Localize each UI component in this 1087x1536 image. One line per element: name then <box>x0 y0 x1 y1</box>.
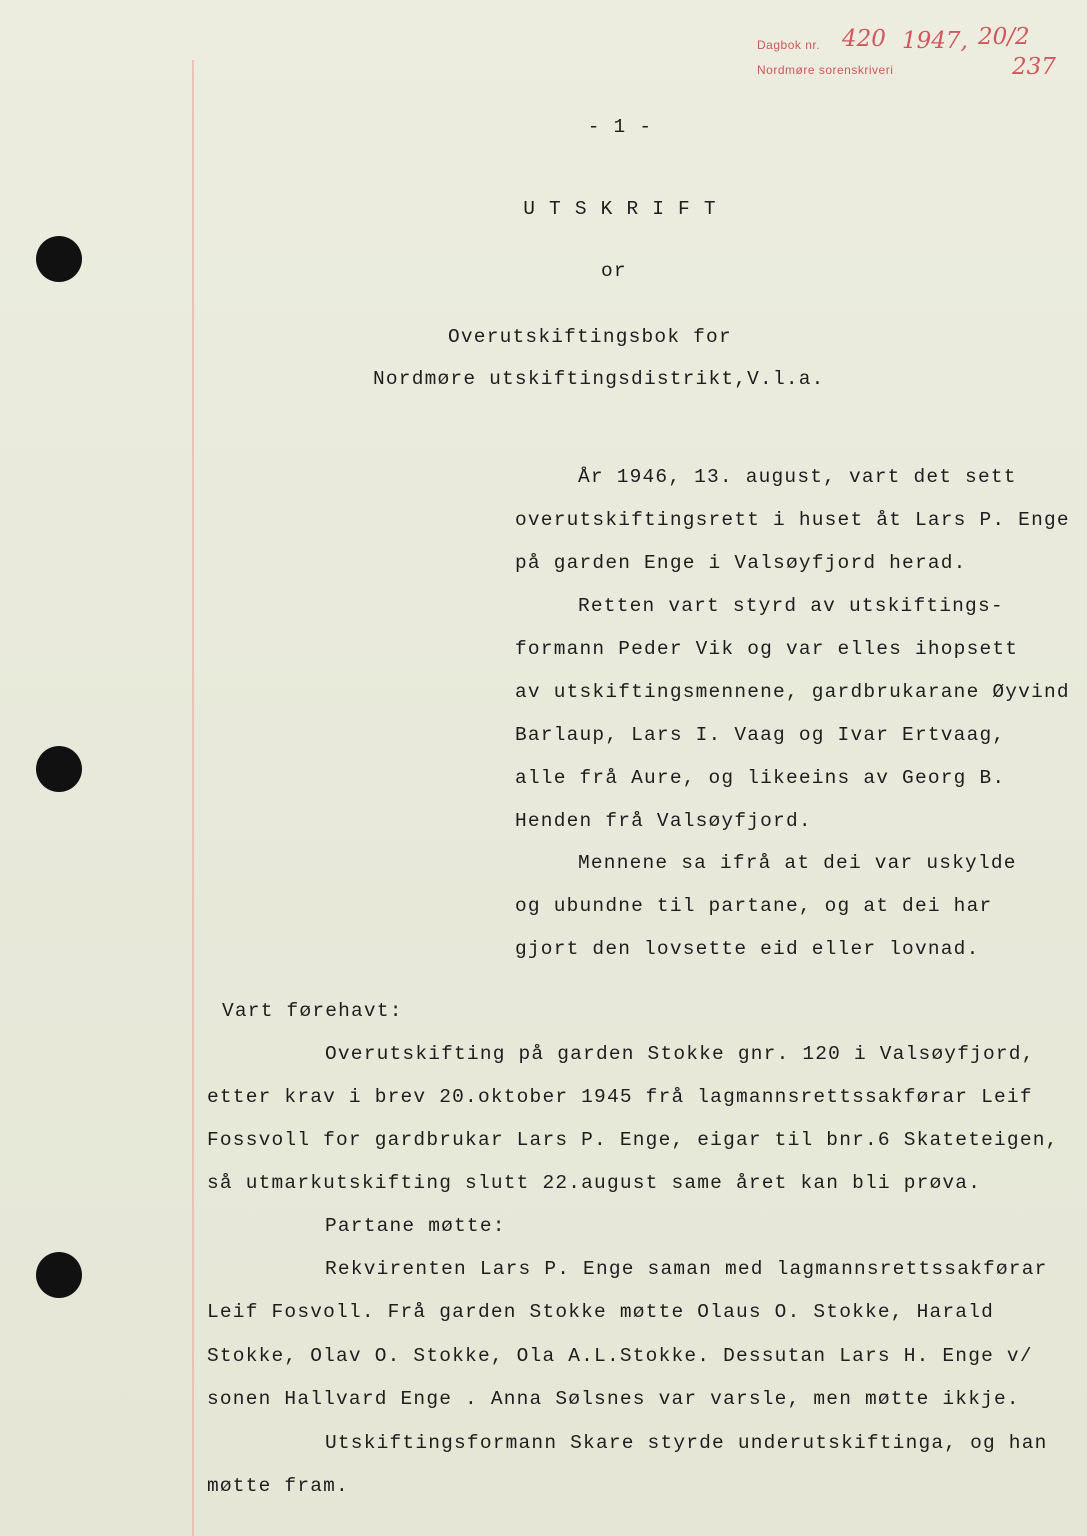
body-line: etter krav i brev 20.oktober 1945 frå lagmannsrettssakførar Leif <box>207 1086 1033 1108</box>
section-heading: Vart førehavt: <box>222 1000 403 1022</box>
body-line: møtte fram. <box>207 1475 349 1497</box>
intro-line: Henden frå Valsøyfjord. <box>515 810 812 832</box>
intro-line: overutskiftingsrett i huset åt Lars P. Enge <box>515 509 1070 531</box>
body-line: så utmarkutskifting slutt 22.august same året kan bli prøva. <box>207 1172 982 1194</box>
body-line: Fossvoll for gardbrukar Lars P. Enge, eigar til bnr.6 Skateteigen, <box>207 1129 1059 1151</box>
stamp-date: 20/2 <box>978 24 1030 50</box>
punch-hole-middle <box>36 746 82 792</box>
body-line: Partane møtte: <box>325 1215 506 1237</box>
body-line: Rekvirenten Lars P. Enge saman med lagmannsrettssakførar <box>325 1258 1048 1280</box>
page-number: - 1 - <box>587 116 653 138</box>
body-line: Utskiftingsformann Skare styrde underutskiftinga, og han <box>325 1432 1048 1454</box>
punch-hole-top <box>36 236 82 282</box>
intro-line: og ubundne til partane, og at dei har <box>515 895 993 917</box>
stamp-dagbok-label: Dagbok nr. <box>757 38 821 52</box>
intro-line: Mennene sa ifrå at dei var uskylde <box>578 852 1017 874</box>
intro-line: av utskiftingsmennene, gardbrukarane Øyvind <box>515 681 1070 703</box>
heading-book-line-1: Overutskiftingsbok for <box>448 326 732 348</box>
body-line: Leif Fosvoll. Frå garden Stokke møtte Olaus O. Stokke, Harald <box>207 1301 995 1323</box>
stamp-dagbok-number: 420 <box>842 26 886 52</box>
intro-line: på garden Enge i Valsøyfjord herad. <box>515 552 967 574</box>
heading-book-line-2: Nordmøre utskiftingsdistrikt,V.l.a. <box>373 368 825 390</box>
intro-line: Retten vart styrd av utskiftings- <box>578 595 1004 617</box>
body-line: Stokke, Olav O. Stokke, Ola A.L.Stokke. Dessutan Lars H. Enge v/ <box>207 1345 1033 1367</box>
intro-line: gjort den lovsette eid eller lovnad. <box>515 938 980 960</box>
document-title: U T S K R I F T <box>523 198 717 220</box>
punch-hole-bottom <box>36 1252 82 1298</box>
intro-line: Barlaup, Lars I. Vaag og Ivar Ertvaag, <box>515 724 1006 746</box>
intro-line: alle frå Aure, og likeeins av Georg B. <box>515 767 1006 789</box>
stamp-year: 1947, <box>902 28 968 54</box>
intro-line: År 1946, 13. august, vart det sett <box>578 466 1017 488</box>
body-line: Overutskifting på garden Stokke gnr. 120 i Valsøyfjord, <box>325 1043 1035 1065</box>
margin-line <box>192 60 194 1536</box>
body-line: sonen Hallvard Enge . Anna Sølsnes var varsle, men møtte ikkje. <box>207 1388 1020 1410</box>
intro-line: formann Peder Vik og var elles ihopsett <box>515 638 1019 660</box>
heading-of: or <box>601 260 627 282</box>
stamp-office: Nordmøre sorenskriveri <box>757 63 894 77</box>
stamp-page-number: 237 <box>1012 54 1056 80</box>
